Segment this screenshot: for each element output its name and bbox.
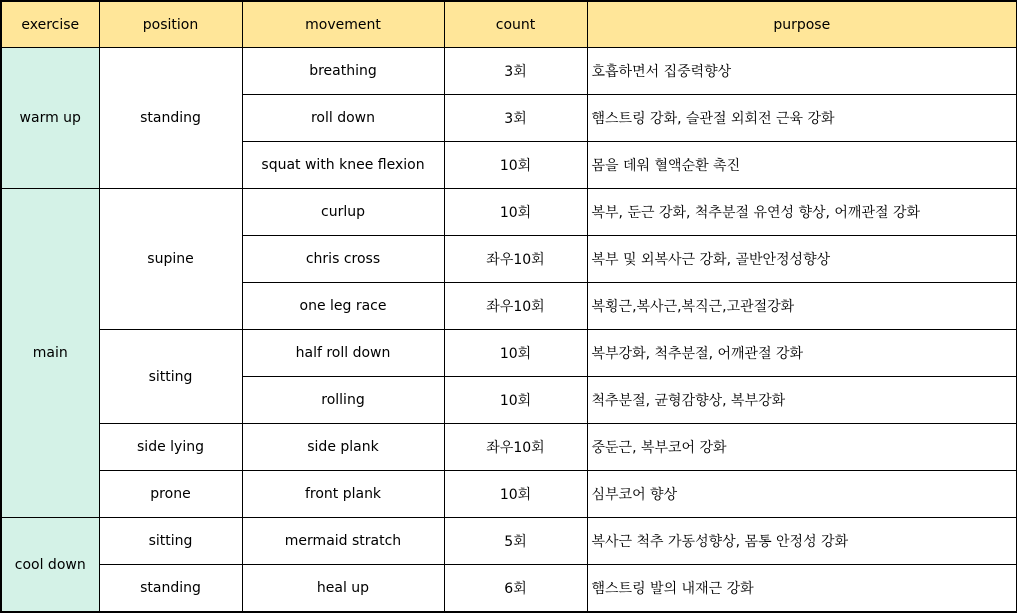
header-count: count (444, 1, 587, 48)
purpose-cell: 복사근 척추 가동성향상, 몸통 안정성 강화 (587, 518, 1017, 565)
table-row (1, 518, 1017, 565)
count-cell: 좌우10회 (444, 283, 587, 330)
movement-cell: breathing (242, 48, 444, 95)
table-row (1, 330, 1017, 377)
position-sitting: sitting (99, 518, 242, 565)
table-row (1, 424, 1017, 471)
purpose-cell: 햄스트링 강화, 슬관절 외회전 근육 강화 (587, 95, 1017, 142)
count-cell: 10회 (444, 330, 587, 377)
table-row (1, 189, 1017, 236)
group-cool-down: cool down (1, 518, 99, 613)
purpose-cell: 중둔근, 복부코어 강화 (587, 424, 1017, 471)
position-side-lying: side lying (99, 424, 242, 471)
header-position: position (99, 1, 242, 48)
count-cell: 3회 (444, 95, 587, 142)
count-cell: 좌우10회 (444, 236, 587, 283)
movement-cell: heal up (242, 565, 444, 613)
movement-cell: curlup (242, 189, 444, 236)
movement-cell: mermaid stratch (242, 518, 444, 565)
purpose-cell: 심부코어 향상 (587, 471, 1017, 518)
purpose-cell: 호흡하면서 집중력향상 (587, 48, 1017, 95)
position-prone: prone (99, 471, 242, 518)
table-row (1, 565, 1017, 613)
purpose-cell: 복부 및 외복사근 강화, 골반안정성향상 (587, 236, 1017, 283)
header-movement: movement (242, 1, 444, 48)
position-standing: standing (99, 48, 242, 189)
purpose-cell: 복횡근,복사근,복직근,고관절강화 (587, 283, 1017, 330)
count-cell: 10회 (444, 142, 587, 189)
movement-cell: half roll down (242, 330, 444, 377)
count-cell: 6회 (444, 565, 587, 613)
position-standing: standing (99, 565, 242, 613)
purpose-cell: 햄스트링 발의 내재근 강화 (587, 565, 1017, 613)
movement-cell: roll down (242, 95, 444, 142)
position-supine: supine (99, 189, 242, 330)
movement-cell: side plank (242, 424, 444, 471)
movement-cell: rolling (242, 377, 444, 424)
movement-cell: chris cross (242, 236, 444, 283)
header-exercise: exercise (1, 1, 99, 48)
movement-cell: squat with knee flexion (242, 142, 444, 189)
purpose-cell: 복부강화, 척추분절, 어깨관절 강화 (587, 330, 1017, 377)
table-row (1, 48, 1017, 95)
count-cell: 좌우10회 (444, 424, 587, 471)
group-main: main (1, 189, 99, 518)
movement-cell: front plank (242, 471, 444, 518)
count-cell: 3회 (444, 48, 587, 95)
count-cell: 10회 (444, 189, 587, 236)
purpose-cell: 복부, 둔근 강화, 척추분절 유연성 향상, 어깨관절 강화 (587, 189, 1017, 236)
count-cell: 10회 (444, 471, 587, 518)
count-cell: 5회 (444, 518, 587, 565)
group-warm-up: warm up (1, 48, 99, 189)
position-sitting: sitting (99, 330, 242, 424)
header-purpose: purpose (587, 1, 1017, 48)
movement-cell: one leg race (242, 283, 444, 330)
table-row (1, 471, 1017, 518)
purpose-cell: 척추분절, 균형감향상, 복부강화 (587, 377, 1017, 424)
count-cell: 10회 (444, 377, 587, 424)
purpose-cell: 몸을 데워 혈액순환 촉진 (587, 142, 1017, 189)
header-row (1, 1, 1017, 48)
